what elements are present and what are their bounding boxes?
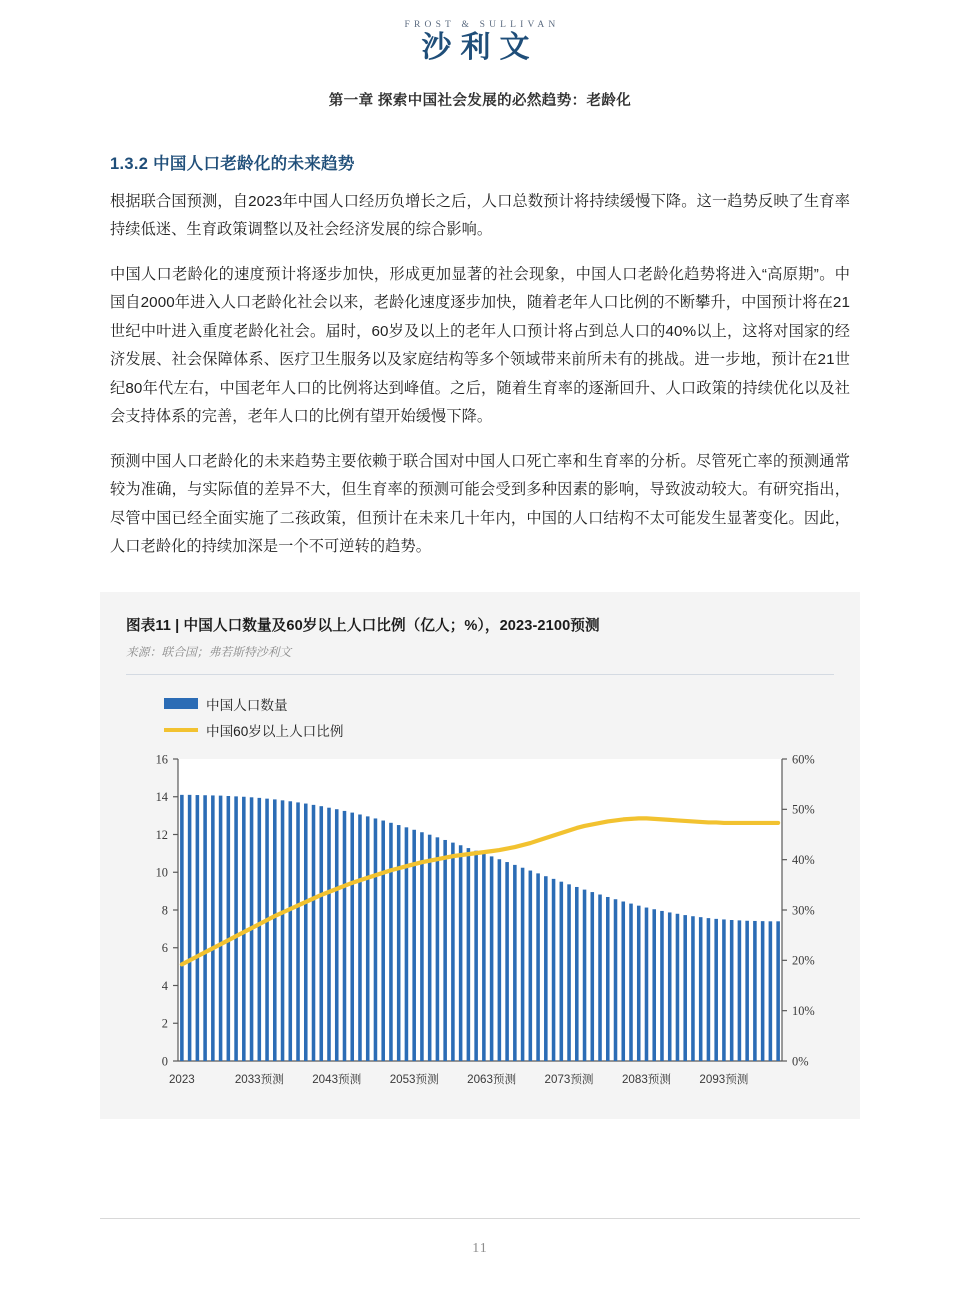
figure-title: 图表11 | 中国人口数量及60岁以上人口比例（亿人；%），2023-2100预测: [126, 617, 600, 634]
chart-bar: [381, 820, 385, 1060]
chart-bar: [374, 818, 378, 1061]
chart-bar: [583, 889, 587, 1060]
chart-legend: [126, 675, 834, 747]
chart-bar: [668, 912, 672, 1061]
chart-bar: [498, 859, 502, 1061]
chart-bar: [459, 845, 463, 1061]
chart-bar: [219, 795, 223, 1060]
x-axis-tick-label: 2083预测: [621, 1072, 671, 1086]
page-footer: [0, 1218, 960, 1304]
chart-bar: [428, 834, 432, 1060]
chart-bar: [343, 811, 347, 1061]
paragraph-1: 根据联合国预测，自2023年中国人口经历负增长之后，人口总数预计将持续缓慢下降。这一趋势反映了生育率持续低迷、生育政策调整以及社会经济发展的综合影响。: [110, 192, 850, 239]
page-title: 1.3.2 中国人口老龄化的未来趋势: [110, 154, 355, 173]
left-axis-tick-label: 12: [155, 827, 168, 842]
chart-bar: [753, 921, 757, 1061]
chart-bar: [544, 876, 548, 1061]
chart-bar: [234, 796, 238, 1061]
chart-bar: [629, 903, 633, 1060]
x-axis-tick-label: 2063预测: [467, 1072, 517, 1086]
left-axis-tick-label: 6: [161, 940, 168, 955]
footer-divider: [100, 1218, 860, 1219]
chart-bar: [606, 897, 610, 1061]
chart-bar: [319, 806, 323, 1061]
chart-bar: [637, 905, 641, 1060]
chart-bar: [335, 809, 339, 1061]
right-axis-tick-label: 60%: [792, 751, 815, 766]
chart-bar: [552, 878, 556, 1060]
legend-label-population: 中国人口数量: [206, 697, 288, 713]
chart-bar: [776, 921, 780, 1061]
chart-bar: [273, 799, 277, 1061]
right-axis-tick-label: 30%: [792, 902, 815, 917]
chart-bar: [242, 796, 246, 1060]
chart-plot-area: [126, 749, 834, 1109]
chart-bar: [707, 918, 711, 1061]
right-axis-tick-label: 40%: [792, 852, 815, 867]
chart-bar: [621, 901, 625, 1060]
document-content: [110, 110, 850, 562]
page-number: 11: [472, 1241, 488, 1256]
chart-bar: [436, 837, 440, 1061]
chart-bar: [490, 856, 494, 1061]
chart-bar: [443, 840, 447, 1061]
chart-bar: [560, 881, 564, 1060]
chart-bar: [591, 892, 595, 1061]
chart-bar: [327, 807, 331, 1060]
chart-bar: [180, 794, 184, 1060]
chart-bar: [745, 920, 749, 1060]
chart-bar: [714, 918, 718, 1060]
right-axis-tick-label: 20%: [792, 953, 815, 968]
chart-bar: [405, 827, 409, 1061]
figure-card: [100, 592, 860, 1119]
left-axis-tick-label: 2: [161, 1016, 168, 1031]
chart-bar: [575, 887, 579, 1061]
chart-bar: [521, 867, 525, 1060]
chart-bar: [567, 884, 571, 1061]
chart-bar: [730, 920, 734, 1061]
chart-bar: [188, 794, 192, 1060]
chart-bar: [312, 804, 316, 1060]
chart-bar: [467, 848, 471, 1061]
chart-bar: [389, 822, 393, 1060]
chart-bar: [691, 916, 695, 1061]
chart-bar: [482, 853, 486, 1060]
x-axis-tick-label: 2093预测: [699, 1072, 749, 1086]
x-axis-tick-label: 2043预测: [312, 1072, 362, 1086]
chart-bar: [358, 814, 362, 1061]
legend-label-elderly-ratio: 中国60岁以上人口比例: [206, 723, 344, 739]
chart-bar: [676, 913, 680, 1060]
right-axis-tick-label: 10%: [792, 1003, 815, 1018]
chart-bar: [761, 921, 765, 1061]
paragraph-3: 预测中国人口老龄化的未来趋势主要依赖于联合国对中国人口死亡率和生育率的分析。尽管死亡率的预测通常较为准确，与实际值的差异不大，但生育率的预测可能会受到多种因素的影响，导致波动较大。有研究指出，尽管中国已经全面实施了二孩政策，但预计在未来几十年内，中国的人口结构不太可能发生显著变化。因此，人口老龄化的持续加深是一个不可逆转的趋势。: [110, 452, 850, 556]
brand-supertitle: FROST & SULLIVAN: [404, 20, 560, 30]
x-axis-tick-label: 2073预测: [544, 1072, 594, 1086]
chapter-heading: 第一章 探索中国社会发展的必然趋势：老龄化: [328, 92, 632, 109]
left-axis-tick-label: 0: [161, 1053, 168, 1068]
left-axis-tick-label: 4: [161, 978, 168, 993]
chart-bar: [598, 894, 602, 1060]
chart-bar: [196, 795, 200, 1061]
chart-bar: [211, 795, 215, 1061]
chart-bar: [769, 921, 773, 1061]
legend-bar-swatch-icon: [164, 698, 198, 709]
chart-bar: [350, 812, 354, 1060]
chart-bar: [505, 862, 509, 1061]
x-axis-tick-label: 2033预测: [234, 1072, 284, 1086]
chart-bar: [397, 825, 401, 1061]
chart-bar: [451, 842, 455, 1060]
left-axis-tick-label: 8: [161, 902, 168, 917]
chart-bar: [474, 850, 478, 1060]
chart-bar: [420, 832, 424, 1061]
legend-item-elderly-ratio: [164, 717, 834, 743]
legend-item-population: [164, 691, 834, 717]
chart-bar: [227, 796, 231, 1061]
left-axis-tick-label: 14: [155, 789, 168, 804]
chart-bar: [614, 899, 618, 1061]
population-aging-chart: [126, 749, 834, 1109]
chart-bar: [536, 873, 540, 1061]
legend-line-swatch-icon: [164, 728, 198, 732]
chart-bar: [258, 797, 262, 1060]
chart-bar: [296, 802, 300, 1061]
chart-bar: [645, 907, 649, 1060]
paragraph-2: 中国人口老龄化的速度预计将逐步加快，形成更加显著的社会现象，中国人口老龄化趋势将进入“高原期”。中国自2000年进入人口老龄化社会以来，老龄化速度逐步加快，随着老年人口比例的不断攀升，中国预计将在21世纪中叶进入重度老龄化社会。届时，60岁及以上的老年人口预计将占到总人口的40%以上，这将对国家的经济发展、社会保障体系、医疗卫生服务以及家庭结构等多个领域带来前所未有的挑战。进一步地，预计在21世纪80年代左右，中国老年人口的比例将达到峰值。之后，随着生育率的逐渐回升、人口政策的持续优化以及社会支持体系的完善，老年人口的比例有望开始缓慢下降。: [110, 265, 850, 426]
left-axis-tick-label: 10: [155, 865, 168, 880]
chart-bar: [366, 816, 370, 1061]
figure-card-inner: [100, 592, 860, 1119]
chart-bar: [683, 915, 687, 1061]
chart-bar: [513, 864, 517, 1060]
brand-header: [0, 0, 960, 65]
chart-bar: [660, 911, 664, 1061]
right-axis-tick-label: 0%: [792, 1053, 809, 1068]
x-axis-tick-label: 2023: [168, 1072, 195, 1086]
chart-bar: [738, 920, 742, 1061]
chart-bar: [699, 917, 703, 1061]
x-axis-tick-label: 2053预测: [389, 1072, 439, 1086]
chart-bar: [203, 795, 207, 1061]
chart-bar: [281, 800, 285, 1061]
chart-bar: [289, 801, 293, 1061]
right-axis-tick-label: 50%: [792, 802, 815, 817]
chart-bar: [265, 798, 269, 1060]
brand-logo-cn: 沙利文: [421, 31, 539, 64]
left-axis-tick-label: 16: [155, 751, 168, 766]
chart-bar: [304, 803, 308, 1060]
chart-bar: [722, 919, 726, 1061]
chart-bar: [652, 909, 656, 1061]
chart-bar: [529, 870, 533, 1060]
figure-source: 来源：联合国；弗若斯特沙利文: [126, 644, 292, 659]
